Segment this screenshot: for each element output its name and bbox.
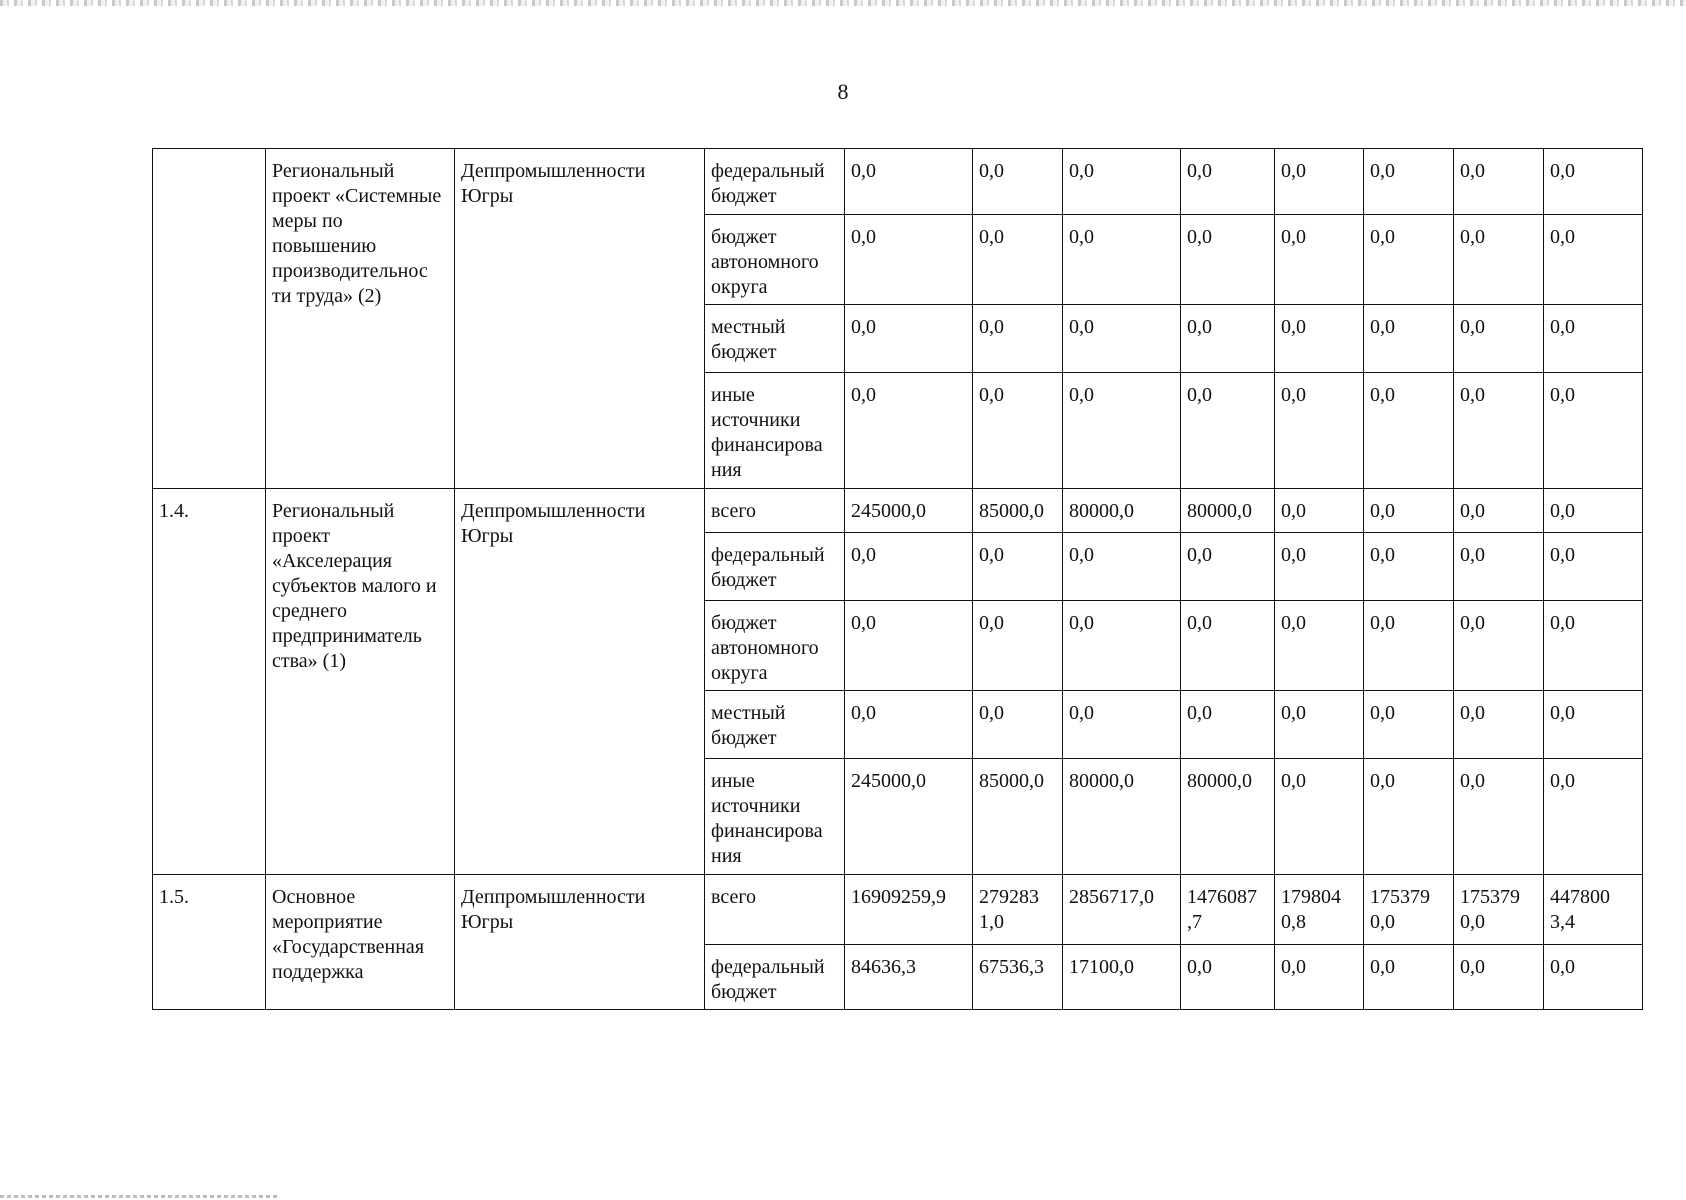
item-number-cell — [153, 149, 266, 489]
value-cell: 0,0 — [1544, 149, 1643, 215]
value-cell: 0,0 — [1181, 945, 1275, 1010]
value-cell: 0,0 — [1454, 691, 1544, 759]
executor-cell: Деппромышленности Югры — [455, 149, 705, 489]
value-cell: 0,0 — [1063, 149, 1181, 215]
value-cell: 0,0 — [1181, 149, 1275, 215]
funding-source-cell: всего — [705, 489, 845, 533]
value-cell: 0,0 — [973, 215, 1063, 305]
value-cell: 0,0 — [1364, 601, 1454, 691]
table-body — [153, 149, 1643, 1010]
value-cell: 0,0 — [1275, 945, 1364, 1010]
value-cell: 0,0 — [1275, 601, 1364, 691]
value-cell: 0,0 — [845, 149, 973, 215]
value-cell: 279283 1,0 — [973, 875, 1063, 945]
value-cell: 0,0 — [1544, 945, 1643, 1010]
value-cell: 0,0 — [1544, 601, 1643, 691]
value-cell: 0,0 — [1275, 149, 1364, 215]
value-cell: 80000,0 — [1181, 759, 1275, 875]
value-cell: 175379 0,0 — [1454, 875, 1544, 945]
funding-source-cell: федеральный бюджет — [705, 533, 845, 601]
value-cell: 0,0 — [973, 149, 1063, 215]
item-number-cell: 1.5. — [153, 875, 266, 1010]
value-cell: 0,0 — [1364, 215, 1454, 305]
value-cell: 0,0 — [1181, 215, 1275, 305]
value-cell: 0,0 — [845, 305, 973, 373]
value-cell: 0,0 — [1364, 945, 1454, 1010]
value-cell: 0,0 — [1364, 489, 1454, 533]
funding-source-cell: федеральный бюджет — [705, 149, 845, 215]
value-cell: 0,0 — [973, 305, 1063, 373]
value-cell: 0,0 — [1364, 533, 1454, 601]
value-cell: 0,0 — [1063, 305, 1181, 373]
value-cell: 0,0 — [1181, 691, 1275, 759]
funding-source-cell: местный бюджет — [705, 691, 845, 759]
page-number: 8 — [837, 79, 849, 104]
value-cell: 1476087 ,7 — [1181, 875, 1275, 945]
value-cell: 0,0 — [1275, 373, 1364, 489]
value-cell: 0,0 — [1364, 691, 1454, 759]
value-cell: 67536,3 — [973, 945, 1063, 1010]
funding-source-cell: местный бюджет — [705, 305, 845, 373]
value-cell: 0,0 — [1063, 373, 1181, 489]
scan-edge-top — [0, 0, 1686, 6]
value-cell: 0,0 — [973, 691, 1063, 759]
item-name-cell: Региональный проект «Акселерация субъектов малого и среднего предприниматель ства» (1) — [266, 489, 455, 875]
value-cell: 0,0 — [1454, 759, 1544, 875]
value-cell: 0,0 — [1275, 759, 1364, 875]
item-name-cell: Основное мероприятие «Государственная поддержка — [266, 875, 455, 1010]
funding-source-cell: иные источники финансирова ния — [705, 759, 845, 875]
value-cell: 2856717,0 — [1063, 875, 1181, 945]
funding-source-cell: федеральный бюджет — [705, 945, 845, 1010]
value-cell: 0,0 — [1544, 305, 1643, 373]
value-cell: 0,0 — [1454, 373, 1544, 489]
value-cell: 0,0 — [1275, 691, 1364, 759]
funding-source-cell: бюджет автономного округа — [705, 601, 845, 691]
value-cell: 0,0 — [1063, 691, 1181, 759]
value-cell: 0,0 — [1544, 759, 1643, 875]
value-cell: 0,0 — [845, 215, 973, 305]
value-cell: 0,0 — [1063, 601, 1181, 691]
value-cell: 0,0 — [1063, 215, 1181, 305]
value-cell: 0,0 — [1364, 149, 1454, 215]
funding-source-cell: бюджет автономного округа — [705, 215, 845, 305]
value-cell: 85000,0 — [973, 489, 1063, 533]
value-cell: 0,0 — [1181, 305, 1275, 373]
table-row — [153, 149, 1643, 215]
value-cell: 0,0 — [1181, 373, 1275, 489]
budget-table — [152, 148, 1643, 1010]
value-cell: 85000,0 — [973, 759, 1063, 875]
funding-source-cell: всего — [705, 875, 845, 945]
table-row — [153, 489, 1643, 533]
value-cell: 0,0 — [1544, 489, 1643, 533]
value-cell: 175379 0,0 — [1364, 875, 1454, 945]
value-cell: 16909259,9 — [845, 875, 973, 945]
value-cell: 0,0 — [1181, 601, 1275, 691]
value-cell: 0,0 — [1275, 215, 1364, 305]
value-cell: 0,0 — [845, 373, 973, 489]
value-cell: 0,0 — [1544, 215, 1643, 305]
funding-source-cell: иные источники финансирова ния — [705, 373, 845, 489]
value-cell: 0,0 — [1063, 533, 1181, 601]
executor-cell: Деппромышленности Югры — [455, 489, 705, 875]
value-cell: 84636,3 — [845, 945, 973, 1010]
table-row — [153, 875, 1643, 945]
value-cell: 0,0 — [1454, 945, 1544, 1010]
value-cell: 0,0 — [1454, 215, 1544, 305]
executor-cell: Деппромышленности Югры — [455, 875, 705, 1010]
value-cell: 0,0 — [845, 691, 973, 759]
value-cell: 0,0 — [1364, 305, 1454, 373]
value-cell: 0,0 — [1275, 489, 1364, 533]
value-cell: 0,0 — [1454, 533, 1544, 601]
value-cell: 0,0 — [845, 601, 973, 691]
value-cell: 0,0 — [1454, 489, 1544, 533]
value-cell: 0,0 — [1544, 691, 1643, 759]
value-cell: 0,0 — [1544, 373, 1643, 489]
scan-edge-bottom — [0, 1195, 280, 1198]
value-cell: 0,0 — [973, 601, 1063, 691]
value-cell: 0,0 — [973, 373, 1063, 489]
value-cell: 80000,0 — [1063, 489, 1181, 533]
value-cell: 245000,0 — [845, 489, 973, 533]
value-cell: 0,0 — [1364, 759, 1454, 875]
value-cell: 0,0 — [1454, 149, 1544, 215]
value-cell: 447800 3,4 — [1544, 875, 1643, 945]
value-cell: 0,0 — [1181, 533, 1275, 601]
item-number-cell: 1.4. — [153, 489, 266, 875]
value-cell: 0,0 — [1275, 305, 1364, 373]
value-cell: 0,0 — [1364, 373, 1454, 489]
value-cell: 0,0 — [1275, 533, 1364, 601]
item-name-cell: Региональный проект «Системные меры по повышению производительнос ти труда» (2) — [266, 149, 455, 489]
value-cell: 0,0 — [1544, 533, 1643, 601]
value-cell: 80000,0 — [1181, 489, 1275, 533]
value-cell: 0,0 — [973, 533, 1063, 601]
value-cell: 245000,0 — [845, 759, 973, 875]
value-cell: 80000,0 — [1063, 759, 1181, 875]
value-cell: 0,0 — [1454, 601, 1544, 691]
value-cell: 17100,0 — [1063, 945, 1181, 1010]
value-cell: 0,0 — [845, 533, 973, 601]
value-cell: 0,0 — [1454, 305, 1544, 373]
value-cell: 179804 0,8 — [1275, 875, 1364, 945]
